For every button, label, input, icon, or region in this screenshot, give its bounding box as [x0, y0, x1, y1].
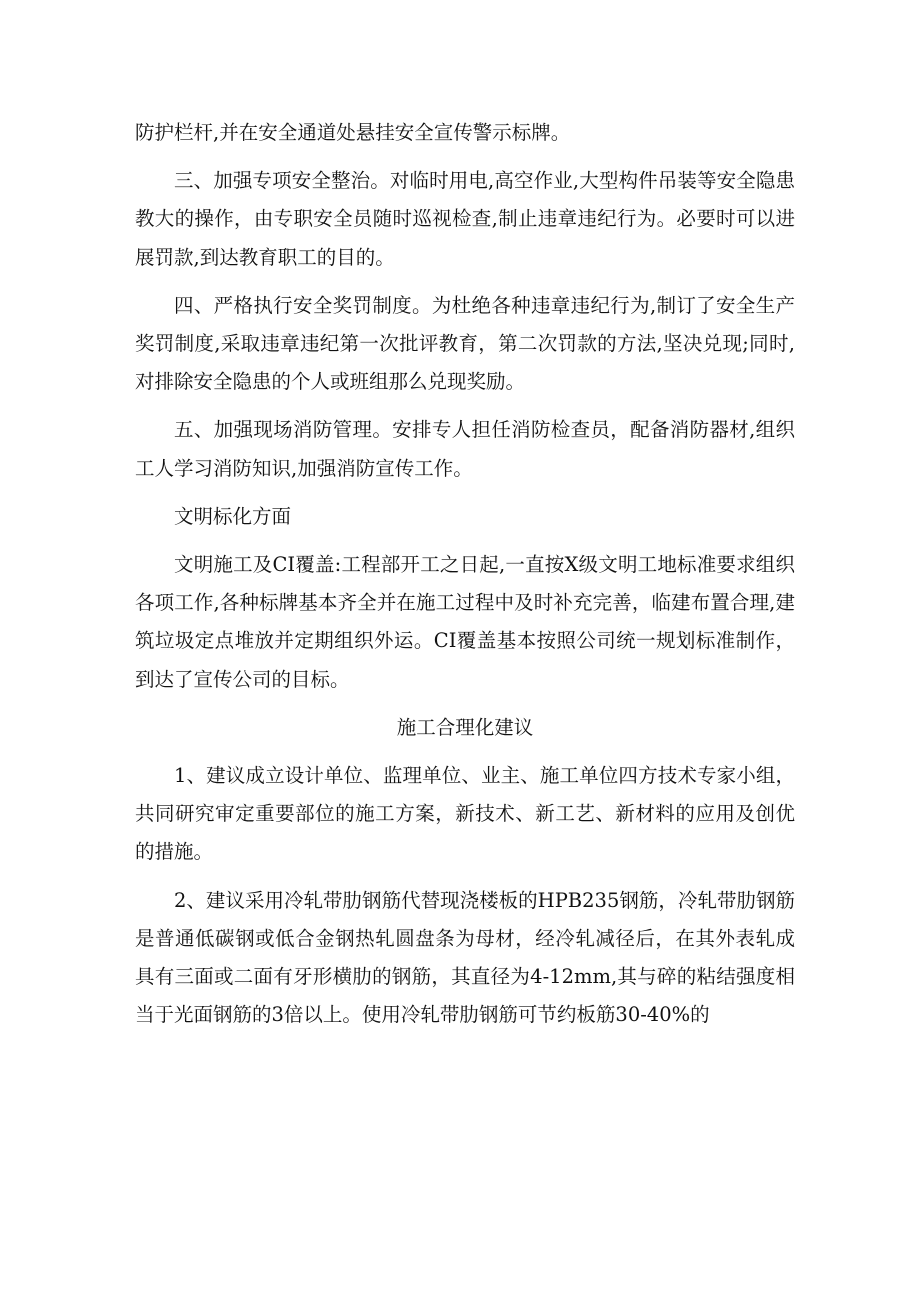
section-title-civilized-standard: 文明标化方面: [174, 504, 292, 528]
paragraph-suggestion-2: 2、建议采用冷轧带肋钢筋代替现浇楼板的HPB235钢筋，冷轧带肋钢筋是普通低碳钢或低合金钢热轧圆盘条为母材，经冷轧减径后，在其外表轧成具有三面或二面有牙形横肋的钢筋，其直径为4-12mm,其与碎的粘结强度相当于光面钢筋的3倍以上。使用冷轧带肋钢筋可节约板筋30-40%的: [135, 888, 795, 1027]
paragraph-fire-management: 五、加强现场消防管理。安排专人担任消防检查员，配备消防器材,组织工人学习消防知识,加强消防宣传工作。: [135, 418, 795, 480]
document-body: [135, 114, 795, 1044]
paragraph-suggestion-1: 1、建议成立设计单位、监理单位、业主、施工单位四方技术专家小组，共同研究审定重要部位的施工方案，新技术、新工艺、新材料的应用及创优的措施。: [135, 764, 795, 864]
heading-rationalization-suggestions: 施工合理化建议: [396, 715, 534, 739]
paragraph-reward-punishment: 四、严格执行安全奖罚制度。为杜绝各种违章违纪行为,制订了安全生产奖罚制度,采取违章违纪第一次批评教育，第二次罚款的方法,坚决兑现;同时,对排除安全隐患的个人或班组那么兑现奖励。: [135, 293, 795, 394]
paragraph-civilized-construction: 文明施工及CI覆盖:工程部开工之日起,一直按X级文明工地标准要求组织各项工作,各种标牌基本齐全并在施工过程中及时补充完善，临建布置合理,建筑垃圾定点堆放并定期组织外运。CI覆盖基本按照公司统一规划标准制作，到达了宣传公司的目标。: [135, 553, 795, 691]
paragraph-guardrail-continuation: 防护栏杆,并在安全通道处悬挂安全宣传警示标牌。: [135, 121, 571, 144]
paragraph-safety-rectification: 三、加强专项安全整治。对临时用电,高空作业,大型构件吊装等安全隐患教大的操作，由专职安全员随时巡视检查,制止违章违纪行为。必要时可以进展罚款,到达教育职工的目的。: [135, 169, 795, 269]
